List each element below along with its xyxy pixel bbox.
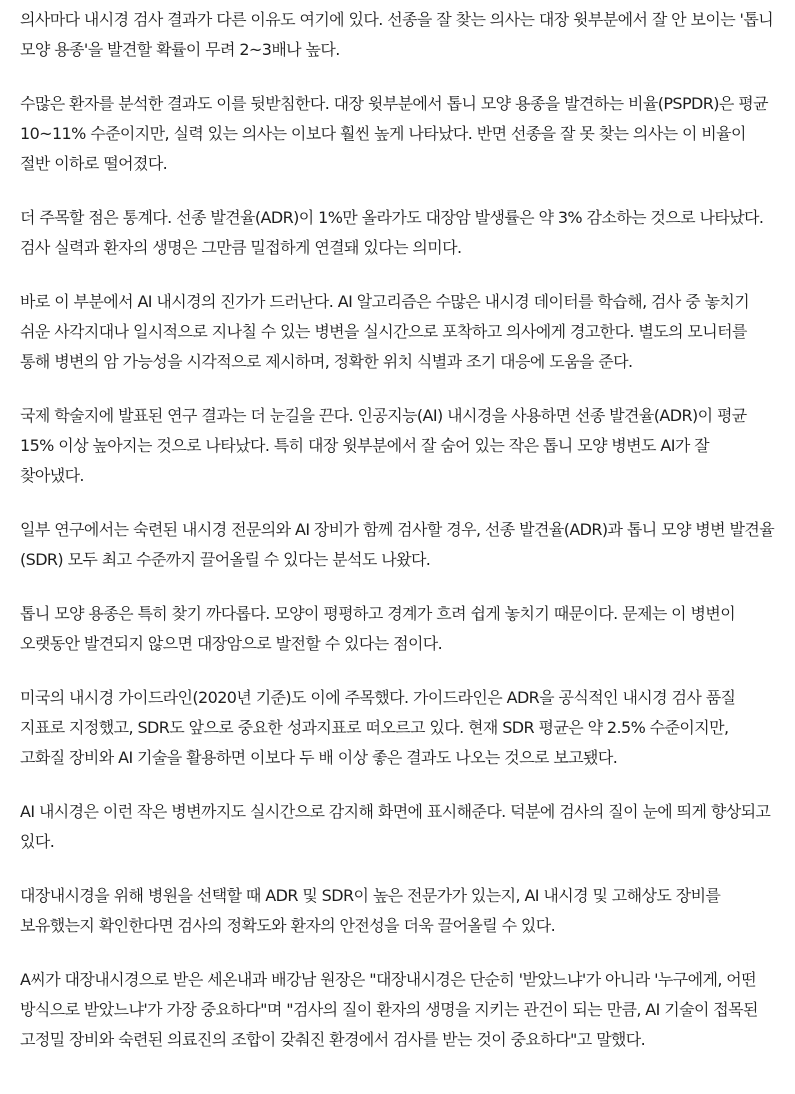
paragraph-4: 바로 이 부분에서 AI 내시경의 진가가 드러난다. AI 알고리즘은 수많은 내시경 데이터를 학습해, 검사 중 놓치기 쉬운 사각지대나 일시적으로 지나칠 수 있는 병변을 실시간으로 포착하고 의사에게 경고한다. 별도의 모니터를 통해 병변의 암 가능성을 시각적으로 제시하며, 정확한 위치 식별과 조기 대응에 도움을 준다. xyxy=(20,292,750,371)
paragraph-6: 일부 연구에서는 숙련된 내시경 전문의와 AI 장비가 함께 검사할 경우, 선종 발견율(ADR)과 톱니 모양 병변 발견율(SDR) 모두 최고 수준까지 끌어올릴 수 있다는 분석도 나왔다. xyxy=(20,520,775,569)
paragraph-9: AI 내시경은 이런 작은 병변까지도 실시간으로 감지해 화면에 표시해준다. 덕분에 검사의 질이 눈에 띄게 향상되고 있다. xyxy=(20,802,771,851)
paragraph-8: 미국의 내시경 가이드라인(2020년 기준)도 이에 주목했다. 가이드라인은 ADR을 공식적인 내시경 검사 품질 지표로 지정했고, SDR도 앞으로 중요한 성과지표로 떠오르고 있다. 현재 SDR 평균은 약 2.5% 수준이지만, 고화질 장비와 AI 기술을 활용하면 이보다 두 배 이상 좋은 결과도 나오는 것으로 보고됐다. xyxy=(20,688,736,767)
paragraph-11: A씨가 대장내시경으로 받은 세온내과 배강남 원장은 "대장내시경은 단순히 '받았느냐'가 아니라 '누구에게, 어떤 방식으로 받았느냐'가 가장 중요하다"며 "검사의 질이 환자의 생명을 지키는 관건이 되는 만큼, AI 기술이 접목된 고정밀 장비와 숙련된 의료진의 조합이 갖춰진 환경에서 검사를 받는 것이 중요하다"고 말했다. xyxy=(20,970,758,1049)
paragraph-1: 의사마다 내시경 검사 결과가 다른 이유도 여기에 있다. 선종을 잘 찾는 의사는 대장 윗부분에서 잘 안 보이는 '톱니 모양 용종'을 발견할 확률이 무려 2~3배나 높다. xyxy=(20,10,774,59)
paragraph-5: 국제 학술지에 발표된 연구 결과는 더 눈길을 끈다. 인공지능(AI) 내시경을 사용하면 선종 발견율(ADR)이 평균 15% 이상 높아지는 것으로 나타났다. 특히 대장 윗부분에서 잘 숨어 있는 작은 톱니 모양 병변도 AI가 잘 찾아냈다. xyxy=(20,406,747,485)
paragraph-10: 대장내시경을 위해 병원을 선택할 때 ADR 및 SDR이 높은 전문가가 있는지, AI 내시경 및 고해상도 장비를 보유했는지 확인한다면 검사의 정확도와 환자의 안전성을 더욱 끌어올릴 수 있다. xyxy=(20,886,721,935)
paragraph-2: 수많은 환자를 분석한 결과도 이를 뒷받침한다. 대장 윗부분에서 톱니 모양 용종을 발견하는 비율(PSPDR)은 평균 10~11% 수준이지만, 실력 있는 의사는 이보다 훨씬 높게 나타났다. 반면 선종을 잘 못 찾는 의사는 이 비율이 절반 이하로 떨어졌다. xyxy=(20,94,768,173)
paragraph-7: 톱니 모양 용종은 특히 찾기 까다롭다. 모양이 평평하고 경계가 흐려 쉽게 놓치기 때문이다. 문제는 이 병변이 오랫동안 발견되지 않으면 대장암으로 발전할 수 있다는 점이다. xyxy=(20,604,736,653)
paragraph-3: 더 주목할 점은 통계다. 선종 발견율(ADR)이 1%만 올라가도 대장암 발생률은 약 3% 감소하는 것으로 나타났다. 검사 실력과 환자의 생명은 그만큼 밀접하게 연결돼 있다는 의미다. xyxy=(20,208,764,257)
